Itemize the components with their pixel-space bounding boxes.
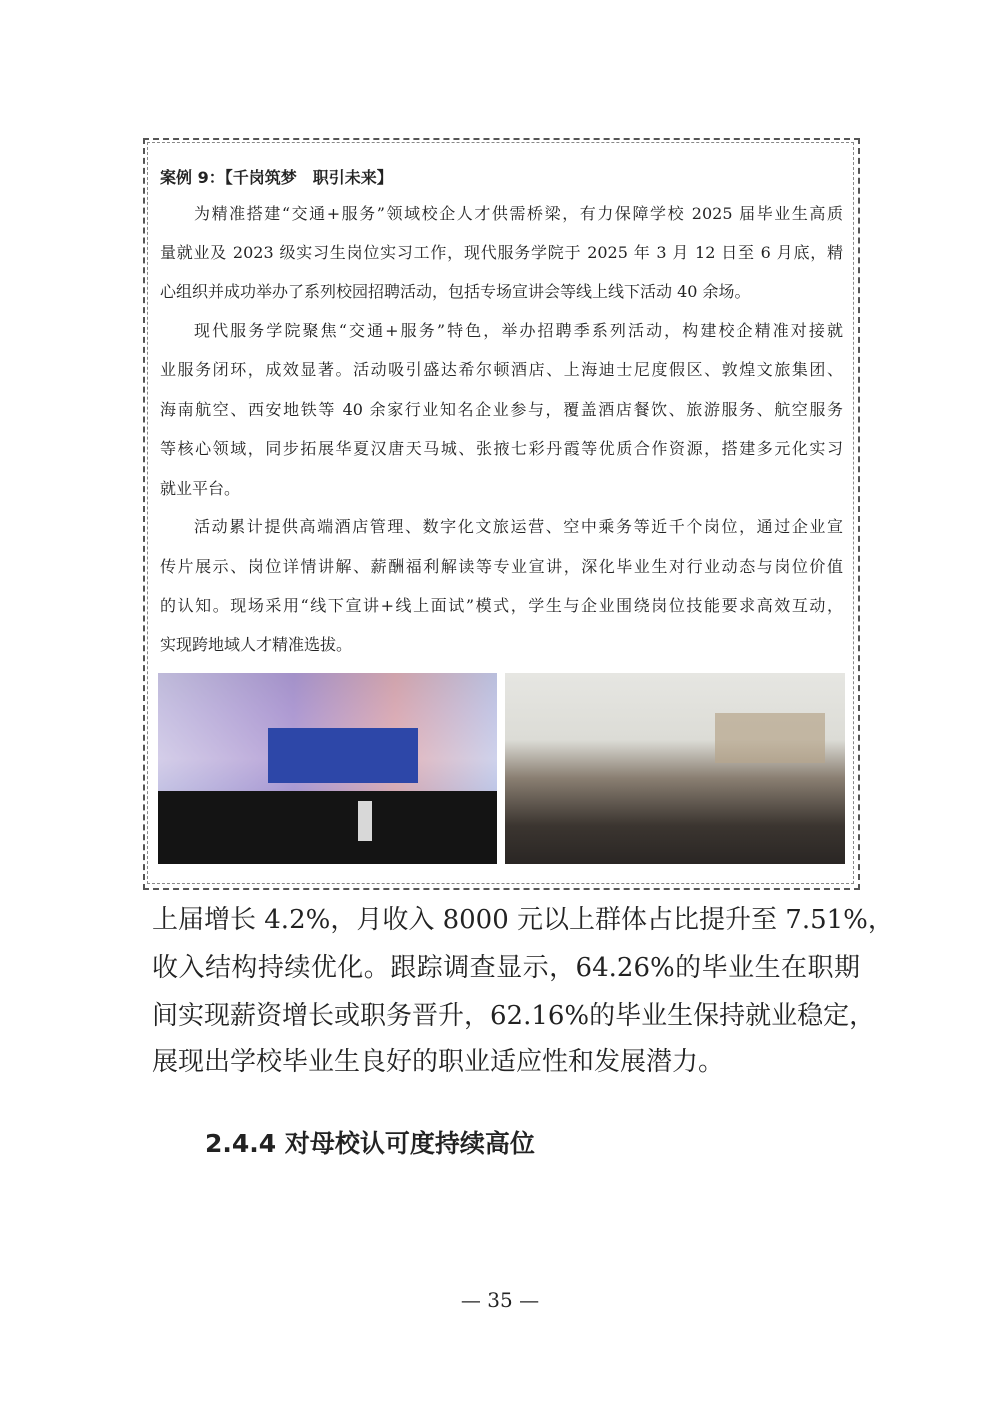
case-line: 海南航空、西安地铁等 40 余家行业知名企业参与，覆盖酒店餐饮、旅游服务、航空服务 bbox=[160, 400, 843, 419]
section-heading: 2.4.4 对母校认可度持续高位 bbox=[205, 1129, 535, 1158]
body-line: 间实现薪资增长或职务晋升，62.16%的毕业生保持就业稳定， bbox=[152, 1001, 876, 1031]
case-line: 传片展示、岗位详情讲解、薪酬福利解读等专业宣讲，深化毕业生对行业动态与岗位价值 bbox=[160, 557, 843, 576]
photo-presentation-hall bbox=[158, 673, 497, 864]
case-line: 为精准搭建“交通+服务”领域校企人才供需桥梁，有力保障学校 2025 届毕业生高质 bbox=[194, 204, 843, 223]
case-line: 实现跨地域人才精准选拔。 bbox=[160, 635, 353, 654]
body-line: 收入结构持续优化。跟踪调查显示，64.26%的毕业生在职期 bbox=[152, 953, 860, 983]
case-line: 量就业及 2023 级实习生岗位实习工作，现代服务学院于 2025 年 3 月 12 日至 6 月底，精 bbox=[160, 243, 843, 262]
case-line: 活动累计提供高端酒店管理、数字化文旅运营、空中乘务等近千个岗位，通过企业宣 bbox=[194, 517, 843, 536]
case-line: 就业平台。 bbox=[160, 479, 241, 498]
case-line: 现代服务学院聚焦“交通+服务”特色，举办招聘季系列活动，构建校企精准对接就 bbox=[194, 321, 843, 340]
case-line: 心组织并成功举办了系列校园招聘活动，包括专场宣讲会等线上线下活动 40 余场。 bbox=[160, 282, 751, 301]
page-number: — 35 — bbox=[460, 1288, 540, 1312]
case-title: 案例 9：【千岗筑梦 职引未来】 bbox=[160, 168, 393, 187]
case-line: 业服务闭环，成效显著。活动吸引盛达希尔顿酒店、上海迪士尼度假区、敦煌文旅集团、 bbox=[160, 360, 843, 379]
case-line: 等核心领域，同步拓展华夏汉唐天马城、张掖七彩丹霞等优质合作资源，搭建多元化实习 bbox=[160, 439, 843, 458]
case-line: 的认知。现场采用“线下宣讲+线上面试”模式，学生与企业围绕岗位技能要求高效互动， bbox=[160, 596, 843, 615]
photo-lecture-audience bbox=[505, 673, 845, 864]
body-line: 展现出学校毕业生良好的职业适应性和发展潜力。 bbox=[152, 1047, 725, 1077]
body-line: 上届增长 4.2%，月收入 8000 元以上群体占比提升至 7.51%， bbox=[152, 905, 894, 935]
